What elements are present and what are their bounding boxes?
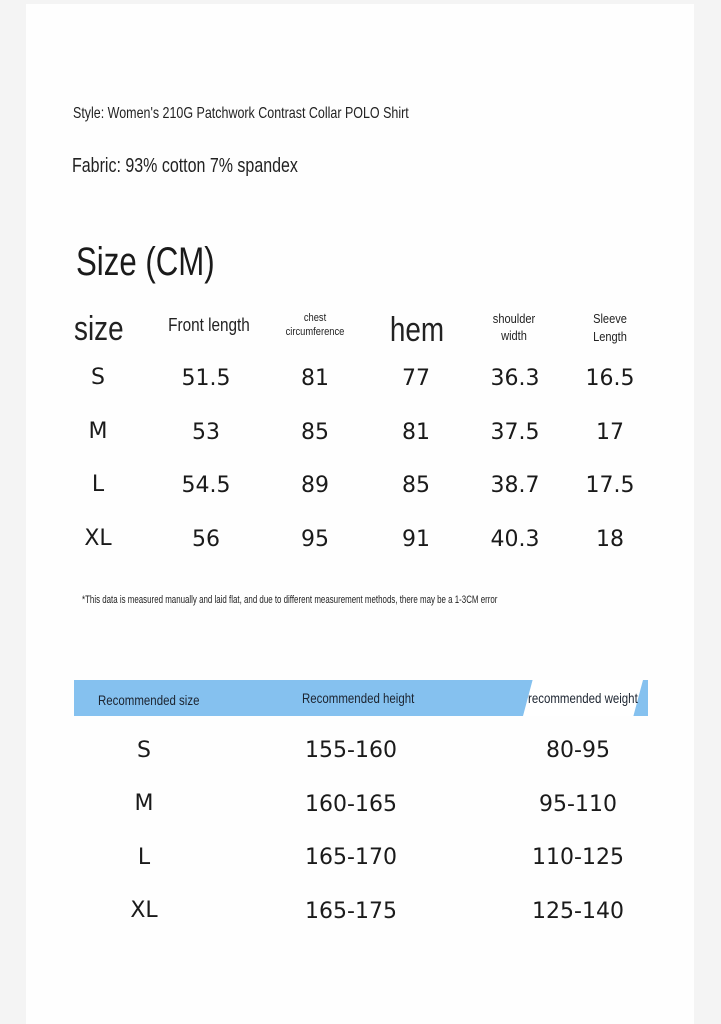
rec-cell-weight: 95-110 [539,792,617,817]
rec-cell-size: M [134,791,154,816]
cell-chest: 81 [301,366,329,391]
rec-cell-weight: 125-140 [532,899,624,924]
cell-size: XL [84,526,112,551]
measurement-note: *This data is measured manually and laid flat, and due to different measurement methods, there may be a 1-3CM error [82,594,498,606]
cell-hem: 81 [402,420,430,445]
header-shoulder-line2: width [501,328,527,343]
header-hem: hem [389,311,445,349]
cell-sleeve: 16.5 [585,366,635,391]
rec-cell-size: XL [130,898,158,923]
cell-sleeve: 17.5 [585,473,635,498]
cell-shoulder: 38.7 [490,473,540,498]
rec-cell-height: 160-165 [305,792,397,817]
header-chest-circumference [281,311,349,339]
fabric-line: Fabric: 93% cotton 7% spandex [72,155,298,177]
rec-cell-weight: 110-125 [532,845,624,870]
cell-hem: 91 [402,527,430,552]
cell-hem: 77 [402,366,430,391]
rec-cell-height: 165-175 [305,899,397,924]
cell-chest: 95 [301,527,329,552]
cell-shoulder: 40.3 [490,527,540,552]
cell-chest: 89 [301,473,329,498]
cell-sleeve: 18 [596,527,624,552]
header-sleeve-line2: Length [593,329,627,344]
rec-cell-height: 165-170 [305,845,397,870]
cell-chest: 85 [301,420,329,445]
header-recommended-size: Recommended size [98,692,200,708]
rec-cell-height: 155-160 [305,738,397,763]
header-recommended-height: Recommended height [302,690,415,706]
cell-shoulder: 37.5 [490,420,540,445]
style-line: Style: Women's 210G Patchwork Contrast Collar POLO Shirt [73,105,409,122]
header-chest-line2: circumference [285,326,345,338]
rec-cell-size: L [137,845,151,870]
header-sleeve-line1: Sleeve [593,311,627,326]
header-front-length: Front length [168,315,250,335]
header-shoulder-width [483,310,544,344]
header-chest-line1: chest [303,312,327,324]
cell-size: L [91,472,105,497]
rec-cell-size: S [137,738,151,763]
cell-size: M [88,419,108,444]
cell-size: S [91,365,105,390]
header-sleeve-length [579,310,642,346]
header-recommended-weight: recommended weight [528,690,638,706]
cell-hem: 85 [402,473,430,498]
cell-front-length: 54.5 [181,473,231,498]
cell-front-length: 56 [192,527,220,552]
header-shoulder-line1: shoulder [492,311,536,326]
cell-sleeve: 17 [596,420,624,445]
rec-cell-weight: 80-95 [546,738,610,763]
header-size: size [74,310,124,348]
cell-front-length: 53 [192,420,220,445]
cell-shoulder: 36.3 [490,366,540,391]
cell-front-length: 51.5 [181,366,231,391]
size-chart-title: Size (CM) [76,240,215,284]
